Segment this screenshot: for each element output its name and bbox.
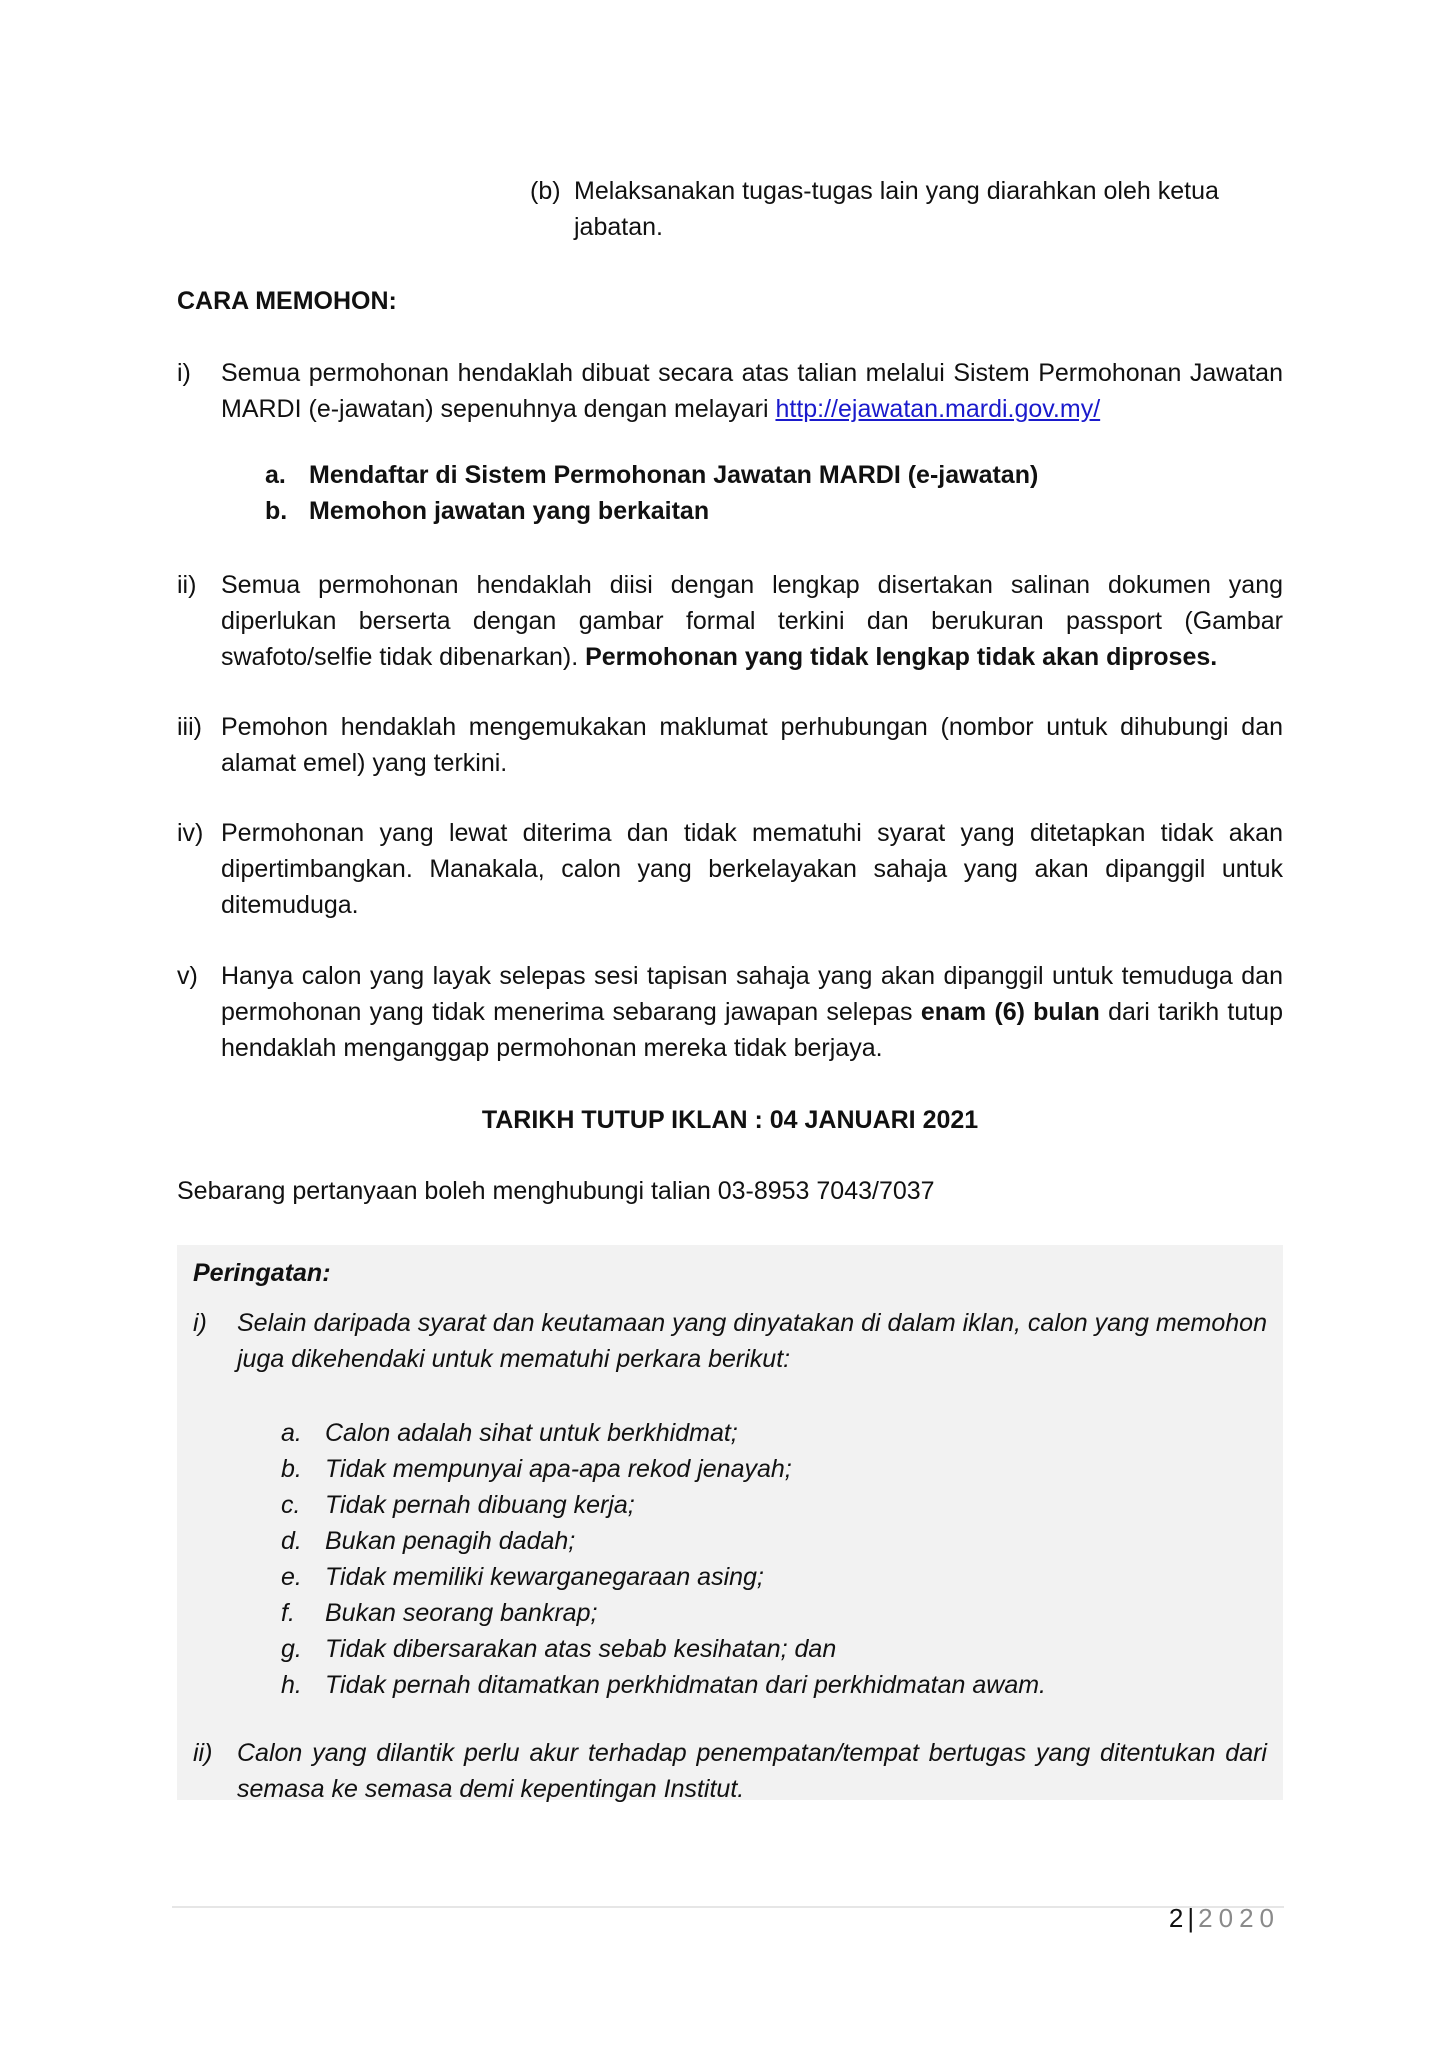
item-text: Permohonan yang lewat diterima dan tidak mematuhi syarat yang ditetapkan tidak akan dipertimbangkan. Manakala, calon yang berkelayakan sahaja yang akan dipanggil untuk ditemuduga.: [221, 819, 1283, 919]
sub-item-text: Melaksanakan tugas-tugas lain yang diarahkan oleh ketua jabatan.: [574, 177, 1219, 241]
list-item-text: Tidak pernah dibuang kerja;: [325, 1491, 635, 1519]
item-text-part: dari tarikh tutup hendaklah menganggap permohonan mereka tidak berjaya.: [221, 998, 1283, 1062]
item-text-part: Semua permohonan hendaklah dibuat secara atas talian melalui Sistem Permohonan Jawatan MARDI (e-jawatan) sepenuhnya dengan melayari: [221, 359, 1283, 423]
footer-separator: |: [1187, 1903, 1195, 1933]
item-bold-text: enam (6) bulan: [920, 998, 1100, 1026]
application-item-3: [177, 709, 1283, 781]
item-number: i): [177, 359, 191, 387]
item-text: Pemohon hendaklah mengemukakan maklumat perhubungan (nombor untuk dihubungi dan alamat emel) yang terkini.: [221, 713, 1283, 777]
reminder-title: Peringatan:: [193, 1259, 331, 1287]
list-item-label: c.: [281, 1491, 301, 1519]
reminder-item-1: [193, 1305, 1267, 1377]
item-text: [221, 567, 1283, 675]
list-item-label: e.: [281, 1563, 302, 1591]
item-number: v): [177, 962, 198, 990]
application-item-1: [177, 355, 1283, 427]
list-item-label: a.: [265, 461, 286, 489]
sub-item-label: (b): [530, 177, 561, 205]
list-item-text: Tidak memiliki kewarganegaraan asing;: [325, 1563, 764, 1591]
application-item-2: [177, 567, 1283, 675]
list-item-label: f.: [281, 1599, 295, 1627]
item-bold-text: Permohonan yang tidak lengkap tidak akan diproses.: [585, 643, 1218, 671]
list-item-label: b.: [281, 1455, 302, 1483]
ejawatan-link[interactable]: http://ejawatan.mardi.gov.my/: [775, 395, 1101, 423]
list-item-label: g.: [281, 1635, 302, 1663]
item-text-part: Semua permohonan hendaklah diisi dengan lengkap disertakan salinan dokumen yang diperlukan berserta dengan gambar formal terkini dan berukuran passport (Gambar swafoto/selfie tidak dibenarkan).: [221, 571, 1283, 671]
application-item-4: [177, 815, 1283, 923]
list-item-text: Calon adalah sihat untuk berkhidmat;: [325, 1419, 738, 1447]
item-text: Calon yang dilantik perlu akur terhadap penempatan/tempat bertugas yang ditentukan dari semasa ke semasa demi kepentingan Institut.: [237, 1739, 1267, 1803]
list-item-text: Mendaftar di Sistem Permohonan Jawatan MARDI (e-jawatan): [309, 461, 1039, 489]
list-item-label: d.: [281, 1527, 302, 1555]
item-text-part: Hanya calon yang layak selepas sesi tapisan sahaja yang akan dipanggil untuk temuduga dan permohonan yang tidak menerima sebarang jawapan selepas: [221, 962, 1283, 1026]
list-item-text: Tidak mempunyai apa-apa rekod jenayah;: [325, 1455, 792, 1483]
list-item-text: Tidak pernah ditamatkan perkhidmatan dari perkhidmatan awam.: [325, 1671, 1046, 1699]
footer-year: 2020: [1198, 1903, 1280, 1933]
item-text: [221, 355, 1283, 427]
item-number: iii): [177, 713, 202, 741]
section-heading: CARA MEMOHON:: [177, 287, 397, 315]
list-item-text: Bukan seorang bankrap;: [325, 1599, 598, 1627]
item-text: [221, 958, 1283, 1066]
page-footer: [1100, 1900, 1280, 1936]
sub-item-b: [530, 173, 1280, 245]
application-item-5: [177, 958, 1283, 1066]
list-item-label: a.: [281, 1419, 302, 1447]
list-item-text: Bukan penagih dadah;: [325, 1527, 576, 1555]
item-number: ii): [193, 1739, 213, 1767]
item-number: i): [193, 1309, 207, 1337]
list-item-label: b.: [265, 497, 288, 525]
item-text: Selain daripada syarat dan keutamaan yang dinyatakan di dalam iklan, calon yang memohon juga dikehendaki untuk mematuhi perkara berikut:: [237, 1309, 1267, 1373]
contact-info: Sebarang pertanyaan boleh menghubungi talian 03-8953 7043/7037: [177, 1177, 935, 1205]
closing-date: TARIKH TUTUP IKLAN : 04 JANUARI 2021: [481, 1106, 979, 1134]
list-item-text: Tidak dibersarakan atas sebab kesihatan; dan: [325, 1635, 837, 1663]
item-number: ii): [177, 571, 197, 599]
list-item-text: Memohon jawatan yang berkaitan: [309, 497, 710, 525]
reminder-box: [177, 1245, 1283, 1803]
list-item-label: h.: [281, 1671, 302, 1699]
item-number: iv): [177, 819, 204, 847]
page-number: 2: [1168, 1903, 1184, 1933]
reminder-item-2: [193, 1735, 1267, 1807]
